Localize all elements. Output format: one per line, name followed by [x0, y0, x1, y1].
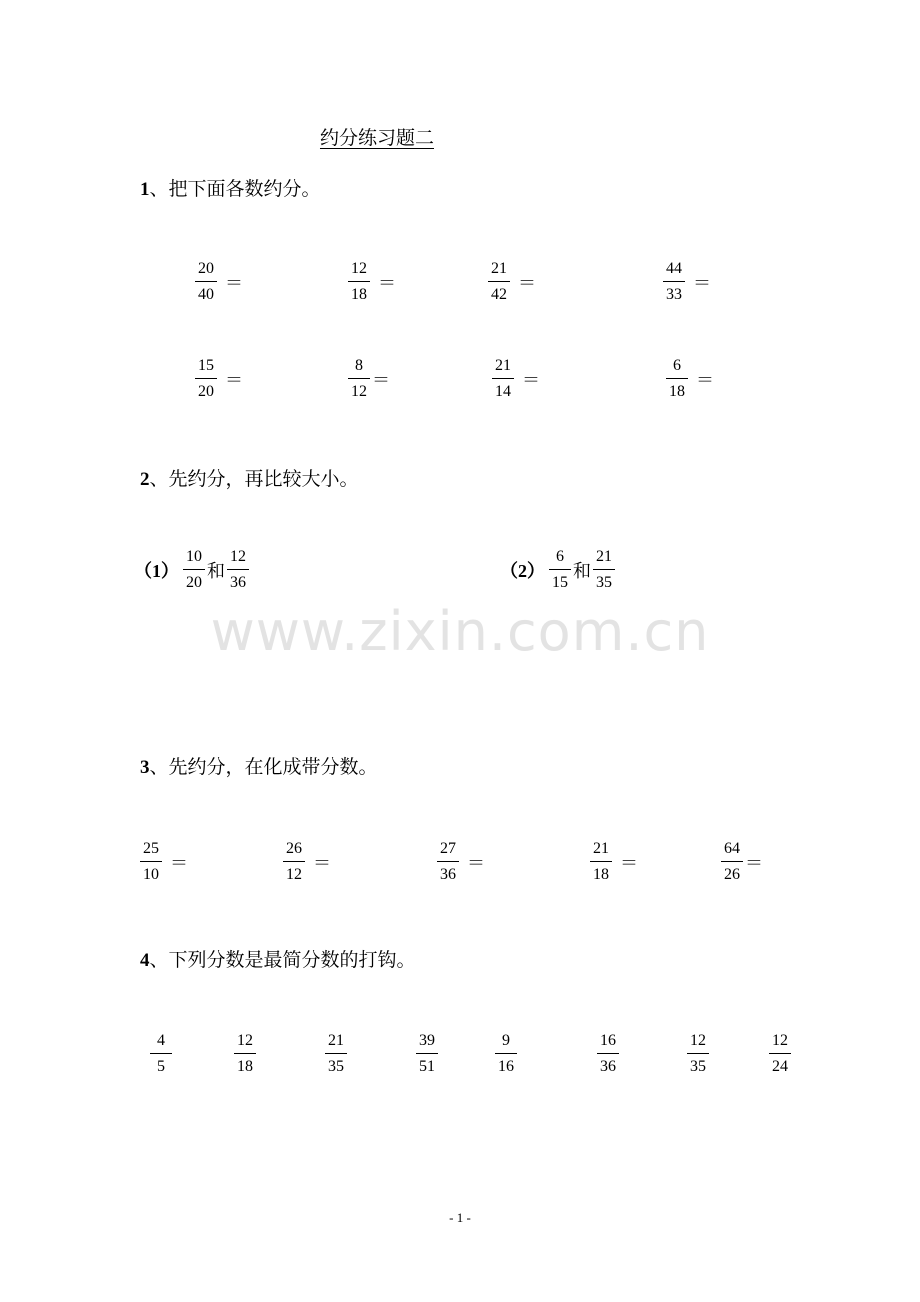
numerator: 21 [325, 1031, 347, 1054]
fraction-item [348, 356, 390, 402]
numerator: 6 [549, 547, 571, 570]
section-1-heading [140, 174, 321, 201]
section-number: 4 [140, 950, 150, 971]
fraction [590, 839, 612, 885]
fraction-item [348, 259, 396, 305]
conjunction: 和 [207, 561, 225, 582]
section-4-heading [140, 945, 416, 972]
denominator: 12 [286, 866, 302, 883]
denominator: 12 [351, 383, 367, 400]
denominator: 20 [186, 574, 202, 591]
numerator: 20 [195, 259, 217, 282]
numerator: 6 [666, 356, 688, 379]
equals-sign: ＝ [693, 273, 711, 293]
denominator: 35 [328, 1058, 344, 1075]
equals-sign: ＝ [696, 370, 714, 390]
fraction-item [495, 1031, 517, 1077]
fraction [348, 356, 370, 402]
section-instruction: 、下列分数是最简分数的打钩。 [149, 949, 416, 971]
fraction [687, 1031, 709, 1077]
section-number: 3 [140, 757, 150, 778]
equals-sign: ＝ [467, 853, 485, 873]
denominator: 18 [593, 866, 609, 883]
numerator: 9 [495, 1031, 517, 1054]
denominator: 35 [690, 1058, 706, 1075]
fraction [195, 259, 217, 305]
fraction-item [234, 1031, 256, 1077]
denominator: 16 [498, 1058, 514, 1075]
fraction-item [437, 839, 485, 885]
numerator: 10 [183, 547, 205, 570]
denominator: 33 [666, 286, 682, 303]
denominator: 15 [552, 574, 568, 591]
section-2-heading [140, 464, 359, 491]
fraction [593, 547, 615, 593]
equals-sign: ＝ [225, 273, 243, 293]
fraction-item [488, 259, 536, 305]
numerator: 39 [416, 1031, 438, 1054]
numerator: 27 [437, 839, 459, 862]
numerator: 12 [687, 1031, 709, 1054]
fraction-item [687, 1031, 709, 1077]
fraction-item [416, 1031, 438, 1077]
fraction [416, 1031, 438, 1077]
watermark: www.zixin.com.cn [210, 600, 710, 663]
section-instruction: 、先约分，再比较大小。 [149, 468, 359, 490]
fraction [437, 839, 459, 885]
denominator: 26 [724, 866, 740, 883]
conjunction: 和 [573, 561, 591, 582]
fraction-item [721, 839, 763, 885]
numerator: 21 [492, 356, 514, 379]
fraction [495, 1031, 517, 1077]
denominator: 24 [772, 1058, 788, 1075]
fraction [488, 259, 510, 305]
equals-sign: ＝ [313, 853, 331, 873]
page-title: 约分练习题二 [319, 127, 434, 149]
numerator: 21 [593, 547, 615, 570]
fraction [234, 1031, 256, 1077]
equals-sign: ＝ [170, 853, 188, 873]
section-instruction: 、先约分，在化成带分数。 [149, 756, 378, 778]
fraction-item [769, 1031, 791, 1077]
equals-sign: ＝ [745, 853, 763, 873]
denominator: 10 [143, 866, 159, 883]
equals-sign: ＝ [225, 370, 243, 390]
fraction [769, 1031, 791, 1077]
numerator: 64 [721, 839, 743, 862]
equals-sign: ＝ [620, 853, 638, 873]
denominator: 51 [419, 1058, 435, 1075]
fraction [549, 547, 571, 593]
section-number: 2 [140, 469, 150, 490]
numerator: 4 [150, 1031, 172, 1054]
denominator: 40 [198, 286, 214, 303]
page-number: - 1 - [449, 1210, 471, 1225]
fraction [663, 259, 685, 305]
fraction-item [140, 839, 188, 885]
numerator: 12 [348, 259, 370, 282]
numerator: 21 [488, 259, 510, 282]
numerator: 16 [597, 1031, 619, 1054]
item-label: （2） [500, 561, 545, 581]
section-instruction: 、把下面各数约分。 [149, 178, 321, 200]
denominator: 35 [596, 574, 612, 591]
numerator: 25 [140, 839, 162, 862]
fraction [140, 839, 162, 885]
fraction-item [663, 259, 711, 305]
fraction [666, 356, 688, 402]
section-3-heading [140, 752, 378, 779]
fraction [195, 356, 217, 402]
numerator: 8 [348, 356, 370, 379]
compare-item-2 [500, 547, 615, 593]
denominator: 18 [351, 286, 367, 303]
item-label: （1） [134, 561, 179, 581]
denominator: 36 [440, 866, 456, 883]
equals-sign: ＝ [378, 273, 396, 293]
fraction-item [150, 1031, 172, 1077]
denominator: 14 [495, 383, 511, 400]
fraction [721, 839, 743, 885]
denominator: 18 [669, 383, 685, 400]
numerator: 44 [663, 259, 685, 282]
fraction-item [666, 356, 714, 402]
denominator: 36 [230, 574, 246, 591]
fraction [283, 839, 305, 885]
denominator: 36 [600, 1058, 616, 1075]
denominator: 5 [157, 1058, 165, 1075]
equals-sign: ＝ [518, 273, 536, 293]
denominator: 42 [491, 286, 507, 303]
numerator: 26 [283, 839, 305, 862]
fraction-item [195, 356, 243, 402]
fraction [325, 1031, 347, 1077]
fraction-item [590, 839, 638, 885]
fraction [492, 356, 514, 402]
fraction [183, 547, 205, 593]
fraction-item [195, 259, 243, 305]
fraction-item [597, 1031, 619, 1077]
numerator: 15 [195, 356, 217, 379]
numerator: 21 [590, 839, 612, 862]
fraction-item [325, 1031, 347, 1077]
equals-sign: ＝ [522, 370, 540, 390]
fraction [227, 547, 249, 593]
denominator: 20 [198, 383, 214, 400]
compare-item-1 [134, 547, 249, 593]
fraction [150, 1031, 172, 1077]
section-number: 1 [140, 179, 150, 200]
numerator: 12 [769, 1031, 791, 1054]
denominator: 18 [237, 1058, 253, 1075]
numerator: 12 [227, 547, 249, 570]
numerator: 12 [234, 1031, 256, 1054]
fraction-item [492, 356, 540, 402]
fraction [348, 259, 370, 305]
fraction [597, 1031, 619, 1077]
equals-sign: ＝ [372, 370, 390, 390]
fraction-item [283, 839, 331, 885]
